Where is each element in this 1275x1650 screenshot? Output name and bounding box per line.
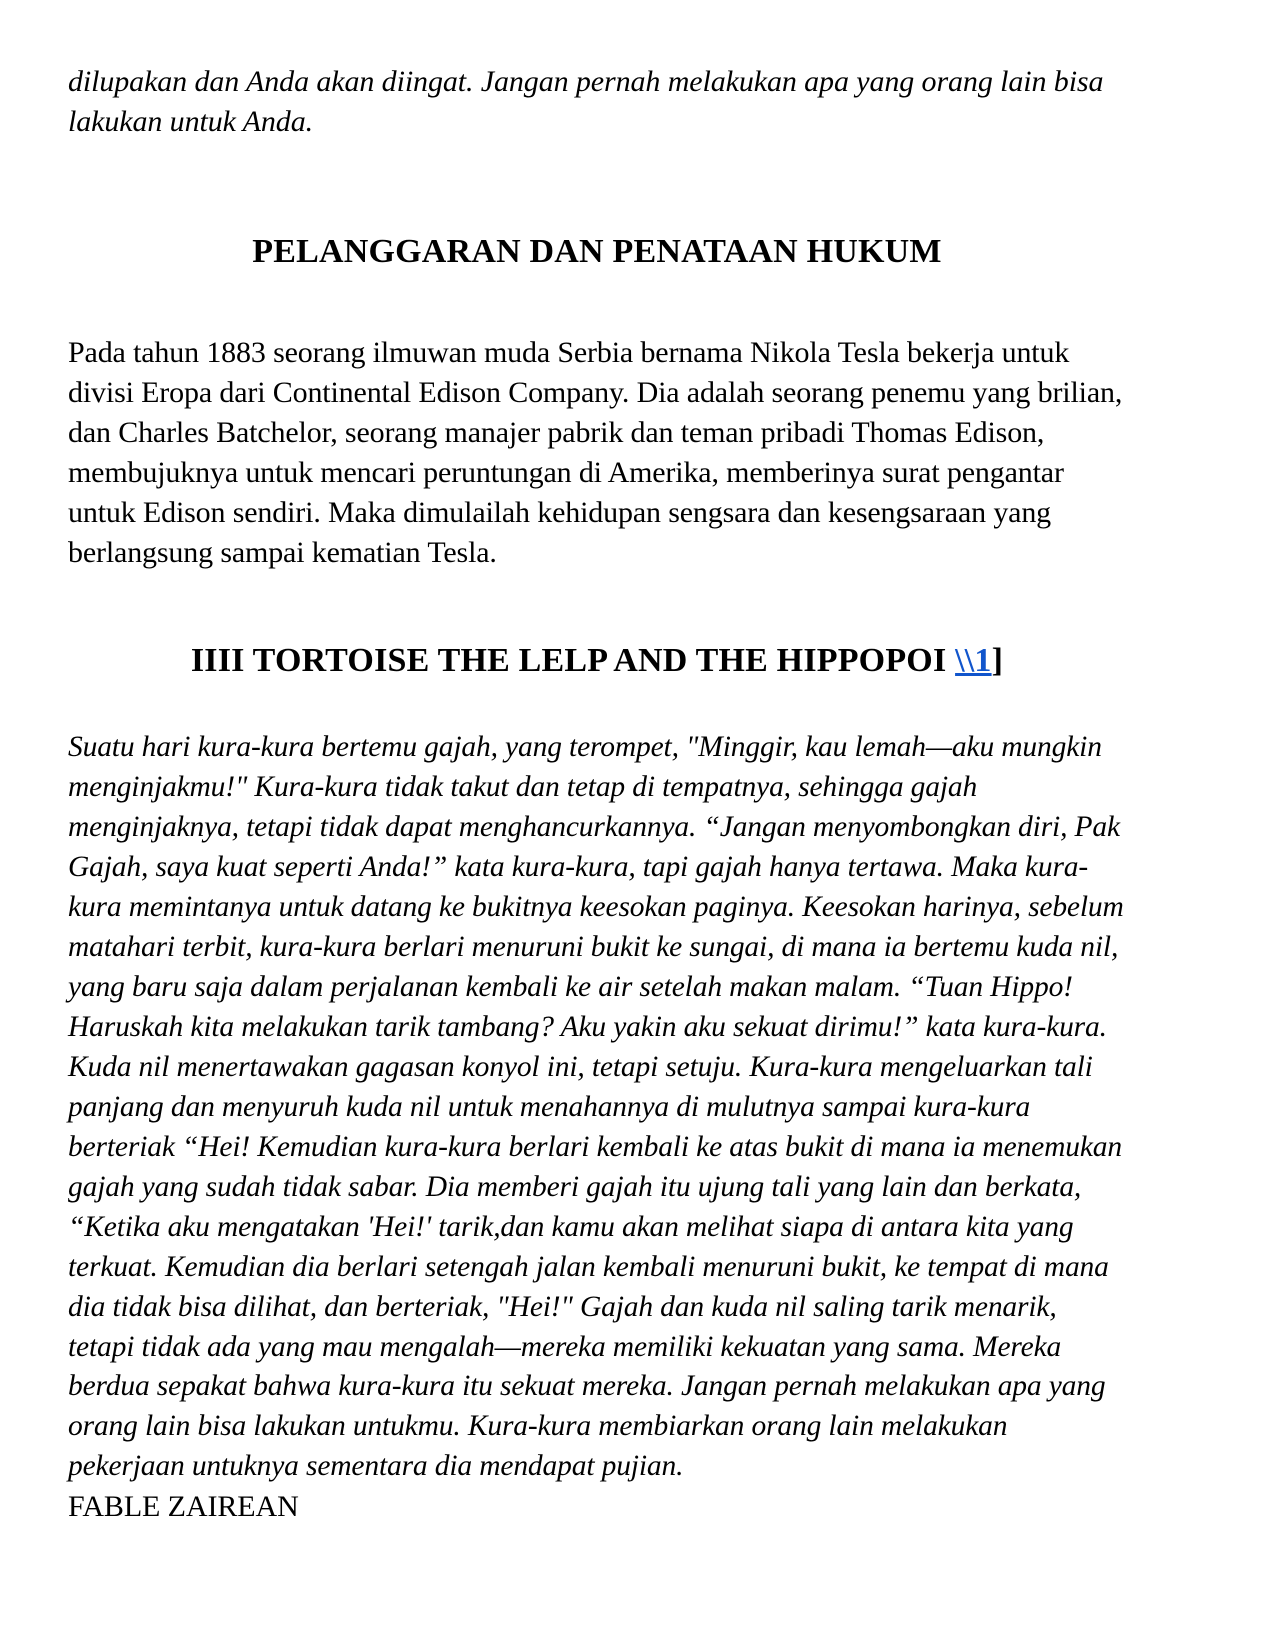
spacer-heading1-to-body xyxy=(68,273,1126,333)
fable-attribution: FABLE ZAIREAN xyxy=(68,1490,299,1524)
section-heading-tortoise xyxy=(68,641,1126,682)
lead-paragraph: dilupakan dan Anda akan diingat. Jangan pernah melakukan apa yang orang lain bisa lakukan untuk Anda. xyxy=(68,65,1104,139)
heading-text-after-link: ] xyxy=(991,642,1004,680)
spacer-lead-to-heading1 xyxy=(68,142,1126,232)
spacer-body-to-heading2 xyxy=(68,573,1126,641)
body-paragraph-tesla: Pada tahun 1883 seorang ilmuwan muda Serbia bernama Nikola Tesla bekerja untuk divisi Eropa dari Continental Edison Company. Dia adalah seorang penemu yang brilian, dan Charles Batchelor, seorang manajer pabrik dan teman pribadi Thomas Edison, membujuknya untuk mencari peruntungan di Amerika, memberinya surat pengantar untuk Edison sendiri. Maka dimulailah kehidupan sengsara dan kesengsaraan yang berlangsung sampai kematian Tesla. xyxy=(68,335,1123,570)
document-body xyxy=(68,62,1126,1527)
fable-paragraph: Suatu hari kura-kura bertemu gajah, yang terompet, "Minggir, kau lemah—aku mungkin menginjakmu!" Kura-kura tidak takut dan tetap di tempatnya, sehingga gajah menginjaknya, tetapi tidak dapat menghancurkannya. “Jangan menyombongkan diri, Pak Gajah, saya kuat seperti Anda!” kata kura-kura, tapi gajah hanya tertawa. Maka kura-kura memintanya untuk datang ke bukitnya keesokan paginya. Keesokan harinya, sebelum matahari terbit, kura-kura berlari menuruni bukit ke sungai, di mana ia bertemu kuda nil, yang baru saja dalam perjalanan kembali ke air setelah makan malam. “Tuan Hippo! Haruskah kita melakukan tarik tambang? Aku yakin aku sekuat dirimu!” kata kura-kura. Kuda nil menertawakan gagasan konyol ini, tetapi setuju. Kura-kura mengeluarkan tali panjang dan menyuruh kuda nil untuk menahannya di mulutnya sampai kura-kura berteriak “Hei! Kemudian kura-kura berlari kembali ke atas bukit di mana ia menemukan gajah yang sudah tidak sabar. Dia memberi gajah itu ujung tali yang lain dan berkata, “Ketika aku mengatakan 'Hei!' tarik,dan kamu akan melihat siapa di antara kita yang terkuat. Kemudian dia berlari setengah jalan kembali menuruni bukit, ke tempat di mana dia tidak bisa dilihat, dan berteriak, "Hei!" Gajah dan kuda nil saling tarik menarik, tetapi tidak ada yang mau mengalah—mereka memiliki kekuatan yang sama. Mereka berdua sepakat bahwa kura-kura itu sekuat mereka. Jangan pernah melakukan apa yang orang lain bisa lakukan untukmu. Kura-kura membiarkan orang lain melakukan pekerjaan untuknya sementara dia mendapat pujian. xyxy=(68,730,1124,1483)
footnote-link[interactable]: \\1 xyxy=(955,642,992,680)
section-heading-pelanggaran: PELANGGARAN DAN PENATAAN HUKUM xyxy=(252,233,942,271)
spacer-heading2-to-fable xyxy=(68,682,1126,728)
heading-text-before-link: IIII TORTOISE THE LELP AND THE HIPPOPOI xyxy=(190,642,956,680)
